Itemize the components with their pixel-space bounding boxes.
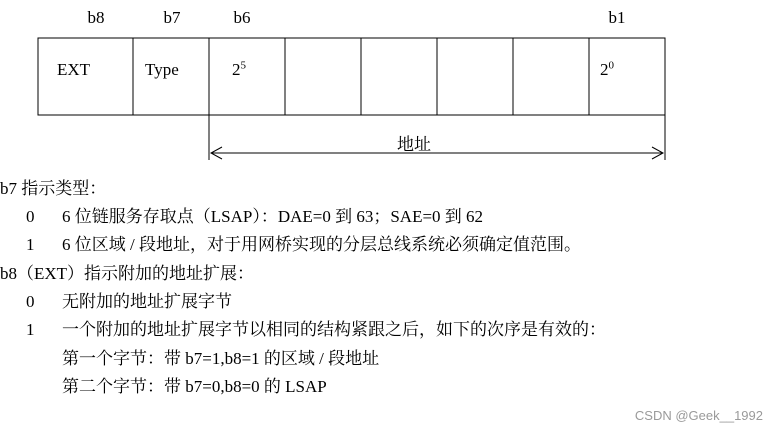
cell-b1-exponent: 0 <box>608 59 614 72</box>
first-byte-description: 第一个字节：带 b7=1,b8=1 的区域 / 段地址 <box>62 349 380 368</box>
b7-heading: b7 指示类型： <box>0 179 107 198</box>
address-label: 地址 <box>397 135 431 154</box>
cell-b6-base: 2 <box>232 60 241 79</box>
b8-option-1-number: 1 <box>26 320 35 339</box>
cell-ext: EXT <box>57 60 91 79</box>
b8-option-0-number: 0 <box>26 292 35 311</box>
second-byte-description: 第二个字节：带 b7=0,b8=0 的 LSAP <box>62 377 327 396</box>
cell-b1-base: 2 <box>600 60 609 79</box>
cell-b6-exponent: 5 <box>240 59 246 72</box>
b8-heading: b8（EXT）指示附加的地址扩展： <box>0 264 255 283</box>
watermark: CSDN @Geek__1992 <box>634 408 763 423</box>
bit-label-b1: b1 <box>608 8 626 27</box>
b8-option-1-text: 一个附加的地址扩展字节以相同的结构紧跟之后，如下的次序是有效的： <box>62 320 606 339</box>
b7-option-0-number: 0 <box>26 207 35 226</box>
bit-label-b8: b8 <box>87 8 105 27</box>
bit-label-b7: b7 <box>163 8 181 27</box>
b8-option-0-text: 无附加的地址扩展字节 <box>62 292 232 311</box>
b7-option-1-number: 1 <box>26 235 35 254</box>
cell-b1-weight <box>600 60 614 80</box>
b7-option-1-text: 6 位区域 / 段地址，对于用网桥实现的分层总线系统必须确定值范围。 <box>62 235 581 254</box>
cell-type: Type <box>145 60 179 79</box>
cell-b6-weight <box>232 60 246 80</box>
bit-label-b6: b6 <box>233 8 251 27</box>
bit-table-frame <box>38 38 665 115</box>
b7-option-0-text: 6 位链服务存取点（LSAP）：DAE=0 到 63；SAE=0 到 62 <box>62 207 484 226</box>
